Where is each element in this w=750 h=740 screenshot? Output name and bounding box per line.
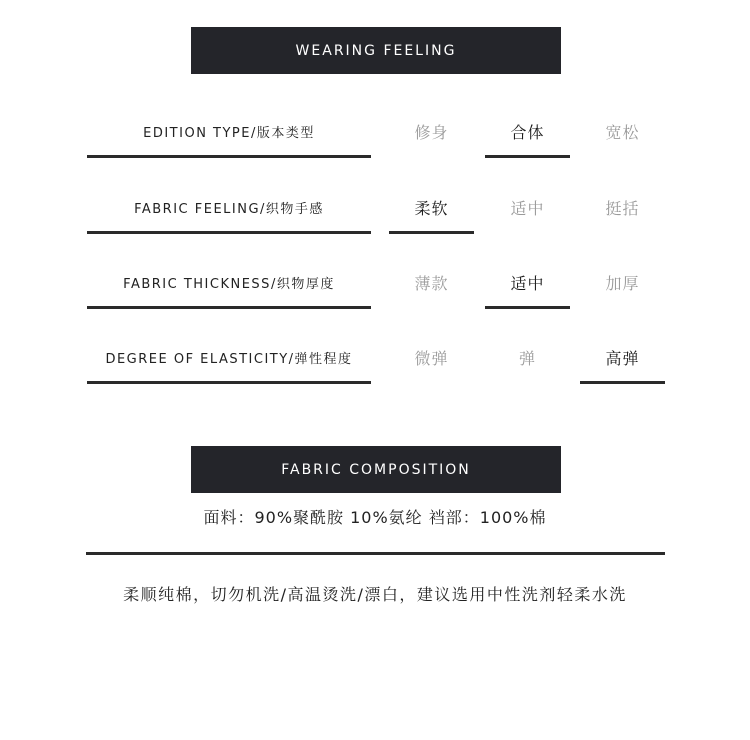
row-label: FABRIC FEELING/织物手感 [87, 183, 371, 234]
option: 挺括 [605, 198, 640, 218]
option: 微弹 [414, 348, 449, 368]
wearing-feeling-banner [191, 27, 561, 74]
option: 弹 [518, 348, 536, 368]
option: 修身 [414, 122, 449, 142]
wearing-feeling-title: WEARING FEELING [295, 42, 457, 59]
option-selected: 合体 [485, 107, 570, 158]
attribute-row-fabric-feeling [87, 183, 667, 233]
row-label: DEGREE OF ELASTICITY/弹性程度 [87, 333, 371, 384]
row-label: EDITION TYPE/版本类型 [87, 107, 371, 158]
option-selected: 高弹 [580, 333, 665, 384]
option: 加厚 [605, 273, 640, 293]
option: 宽松 [605, 122, 640, 142]
attribute-row-fabric-thickness [87, 258, 667, 308]
option-selected: 柔软 [389, 183, 474, 234]
attribute-row-edition-type [87, 107, 667, 157]
fabric-composition-banner [191, 446, 561, 493]
care-instructions: 柔顺纯棉，切勿机洗/高温烫洗/漂白，建议选用中性洗剂轻柔水洗 [123, 585, 627, 604]
row-label: FABRIC THICKNESS/织物厚度 [87, 258, 371, 309]
divider [86, 552, 665, 555]
option-selected: 适中 [485, 258, 570, 309]
option: 适中 [510, 198, 545, 218]
fabric-composition-title: FABRIC COMPOSITION [281, 461, 471, 478]
composition-text: 面料：90%聚酰胺 10%氨纶 裆部：100%棉 [203, 508, 547, 527]
attribute-row-elasticity [87, 333, 667, 383]
option: 薄款 [414, 273, 449, 293]
